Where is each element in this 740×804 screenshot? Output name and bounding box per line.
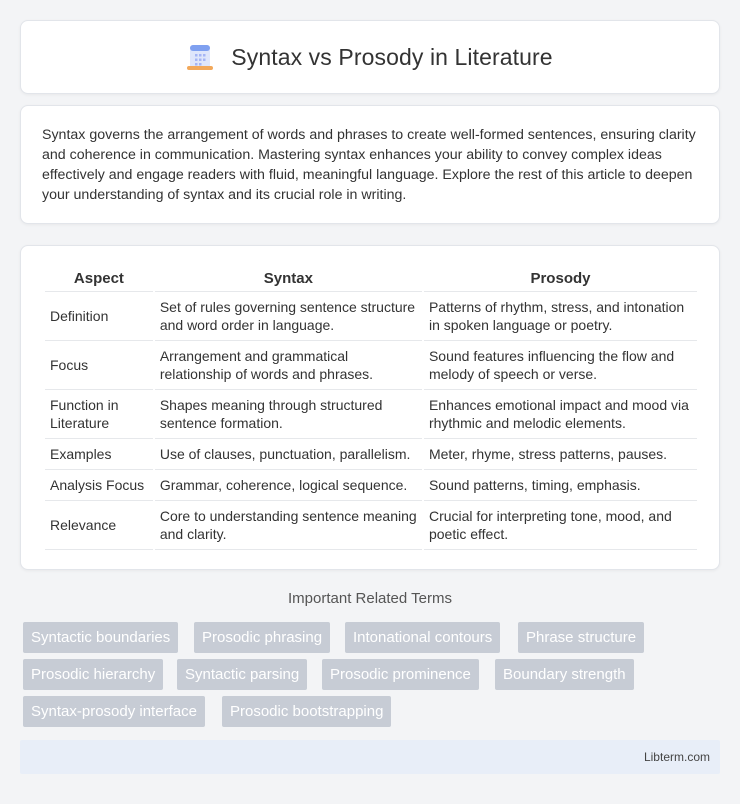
table-row: [45, 439, 697, 470]
related-term-tag[interactable]: Prosodic prominence: [322, 659, 479, 690]
table-cell-prosody: Patterns of rhythm, stress, and intonation in spoken language or poetry.: [424, 292, 697, 341]
page-title: Syntax vs Prosody in Literature: [231, 43, 553, 70]
comparison-table: [43, 266, 699, 550]
table-cell-aspect: Examples: [45, 439, 153, 470]
header: [187, 44, 552, 71]
related-term-tag[interactable]: Boundary strength: [495, 659, 634, 690]
footer-site-name[interactable]: Libterm.com: [643, 750, 710, 764]
column-header-aspect: Aspect: [45, 266, 153, 292]
table-cell-aspect: Relevance: [45, 501, 153, 550]
table-row: [45, 470, 697, 501]
intro-paragraph: Syntax governs the arrangement of words and phrases to create well-formed sentences, ensuring clarity and coherence in communication. Mastering syntax enhances your ability to convey complex ideas effectively and engage readers with fluid, meaningful language. Explore the rest of this article to deepen your understanding of syntax and its crucial role in writing.: [42, 127, 696, 203]
related-term-tag[interactable]: Syntax-prosody interface: [23, 696, 205, 727]
related-term-tag[interactable]: Phrase structure: [518, 622, 644, 653]
table-cell-aspect: Definition: [45, 292, 153, 341]
table-cell-prosody: Sound features influencing the flow and melody of speech or verse.: [424, 341, 697, 390]
table-row: [45, 341, 697, 390]
document-list-icon: [187, 44, 213, 70]
related-term-tag[interactable]: Prosodic hierarchy: [23, 659, 163, 690]
table-header-row: [45, 266, 697, 292]
table-cell-syntax: Set of rules governing sentence structure and word order in language.: [155, 292, 422, 341]
table-cell-prosody: Meter, rhyme, stress patterns, pauses.: [424, 439, 697, 470]
table-row: [45, 501, 697, 550]
related-term-tag[interactable]: Syntactic parsing: [177, 659, 307, 690]
column-header-prosody: Prosody: [424, 266, 697, 292]
table-cell-syntax: Grammar, coherence, logical sequence.: [155, 470, 422, 501]
related-terms-title: Important Related Terms: [288, 590, 452, 607]
related-term-tag[interactable]: Prosodic bootstrapping: [222, 696, 391, 727]
column-header-syntax: Syntax: [155, 266, 422, 292]
intro-card: [20, 105, 720, 224]
table-cell-aspect: Analysis Focus: [45, 470, 153, 501]
table-cell-syntax: Arrangement and grammatical relationship of words and phrases.: [155, 341, 422, 390]
table-cell-prosody: Sound patterns, timing, emphasis.: [424, 470, 697, 501]
table-row: [45, 390, 697, 439]
table-cell-syntax: Use of clauses, punctuation, parallelism.: [155, 439, 422, 470]
table-cell-prosody: Enhances emotional impact and mood via rhythmic and melodic elements.: [424, 390, 697, 439]
related-term-tag[interactable]: Syntactic boundaries: [23, 622, 178, 653]
related-term-tag[interactable]: Intonational contours: [345, 622, 500, 653]
header-card: [20, 20, 720, 94]
table-cell-syntax: Core to understanding sentence meaning and clarity.: [155, 501, 422, 550]
table-cell-aspect: Focus: [45, 341, 153, 390]
table-cell-prosody: Crucial for interpreting tone, mood, and poetic effect.: [424, 501, 697, 550]
table-cell-aspect: Function in Literature: [45, 390, 153, 439]
related-term-tag[interactable]: Prosodic phrasing: [194, 622, 330, 653]
table-row: [45, 292, 697, 341]
comparison-table-card: [20, 245, 720, 570]
table-cell-syntax: Shapes meaning through structured sentence formation.: [155, 390, 422, 439]
footer: [20, 740, 720, 774]
